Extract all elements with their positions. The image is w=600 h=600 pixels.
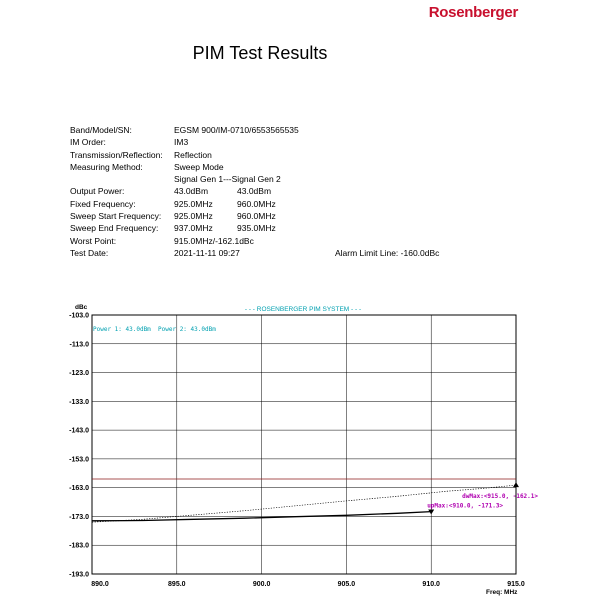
worst-label: Worst Point: bbox=[70, 235, 117, 246]
transmission-value: Reflection bbox=[174, 149, 212, 160]
method-label: Measuring Method: bbox=[70, 161, 143, 172]
power-value-1: 43.0dBm bbox=[174, 186, 209, 197]
y-tick-label: -153.0 bbox=[69, 456, 89, 464]
y-tick-label: -113.0 bbox=[69, 341, 89, 349]
x-tick-label: 910.0 bbox=[422, 581, 440, 588]
plot-frame bbox=[92, 315, 516, 574]
signal-gen-value: Signal Gen 1---Signal Gen 2 bbox=[174, 174, 281, 185]
date-value: 2021-11-11 09:27 bbox=[174, 247, 240, 258]
sweep-end-value-2: 935.0MHz bbox=[237, 223, 276, 234]
transmission-label: Transmission/Reflection: bbox=[70, 149, 163, 160]
fixed-value-2: 960.0MHz bbox=[237, 198, 276, 209]
x-tick-label: 890.0 bbox=[91, 581, 109, 588]
power-label: Output Power: bbox=[70, 186, 125, 197]
power-value-2: 43.0dBm bbox=[237, 186, 272, 197]
band-label: Band/Model/SN: bbox=[70, 125, 132, 135]
band-value: EGSM 900/IM-0710/6553565535 bbox=[174, 125, 299, 135]
x-tick-label: 895.0 bbox=[168, 581, 186, 588]
y-tick-label: -143.0 bbox=[69, 427, 89, 435]
sweep-start-value-1: 925.0MHz bbox=[174, 211, 213, 222]
order-value: IM3 bbox=[174, 137, 189, 148]
marker-label-dw: dwMax:<915.0, -162.1> bbox=[462, 493, 538, 501]
y-axis-label: dBc bbox=[75, 304, 88, 311]
sweep-end-label: Sweep End Frequency: bbox=[70, 223, 159, 234]
x-tick-label: 905.0 bbox=[337, 581, 356, 588]
page-title: PIM Test Results bbox=[192, 43, 328, 63]
marker-label-up: upMax:<910.0, -171.3> bbox=[427, 502, 504, 510]
sweep-end-value-1: 937.0MHz bbox=[174, 223, 213, 234]
y-tick-label: -163.0 bbox=[69, 485, 89, 493]
x-tick-label: 900.0 bbox=[252, 581, 271, 588]
x-axis-label: Freq: MHz bbox=[486, 589, 518, 596]
worst-value: 915.0MHz/-162.1dBc bbox=[174, 235, 254, 246]
sweep-start-label: Sweep Start Frequency: bbox=[70, 211, 162, 222]
fixed-value-1: 925.0MHz bbox=[174, 198, 213, 209]
power-legend: Power 1: 43.0dBm Power 2: 43.0dBm bbox=[93, 326, 216, 333]
y-tick-label: -193.0 bbox=[69, 571, 89, 579]
x-tick-label: 915.0 bbox=[507, 581, 525, 588]
y-tick-label: -103.0 bbox=[69, 312, 89, 320]
y-tick-label: -183.0 bbox=[69, 542, 89, 550]
date-label: Test Date: bbox=[70, 247, 109, 258]
alarm-limit-text: Alarm Limit Line: -160.0dBc bbox=[335, 247, 440, 258]
order-label: IM Order: bbox=[70, 137, 106, 148]
method-value: Sweep Mode bbox=[174, 161, 224, 172]
marker-triangle-dw bbox=[513, 482, 519, 487]
chart-title: - - - ROSENBERGER PIM SYSTEM - - - bbox=[244, 306, 362, 313]
chart-grid bbox=[69, 313, 525, 589]
y-tick-label: -173.0 bbox=[69, 513, 89, 521]
fixed-label: Fixed Frequency: bbox=[70, 198, 136, 209]
y-tick-label: -123.0 bbox=[69, 370, 89, 378]
chart-marks bbox=[92, 479, 538, 522]
sweep-start-value-2: 960.0MHz bbox=[237, 211, 276, 222]
brand-logo: Rosenberger bbox=[428, 4, 518, 21]
y-tick-label: -133.0 bbox=[69, 398, 89, 406]
